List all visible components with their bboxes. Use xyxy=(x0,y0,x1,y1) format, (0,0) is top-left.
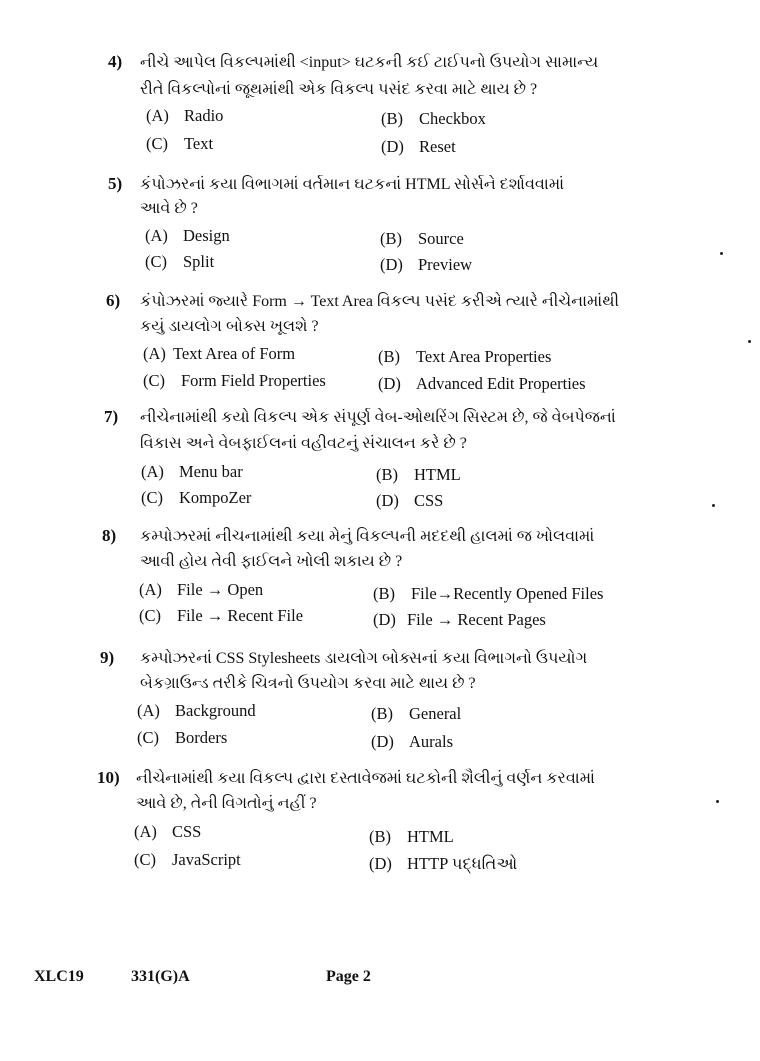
option-label: (D) xyxy=(371,732,394,751)
question-text-line: નીચેનામાંથી કયા વિકલ્પ દ્વારા દસ્તાવેજમાં ઘટકોની શૈલીનું વર્ણન કરવામાં xyxy=(136,770,595,787)
question-text-line: આવે છે ? xyxy=(140,200,198,217)
question-number: 5) xyxy=(108,174,123,193)
option-label: (B) xyxy=(369,827,391,846)
question-text-line: કમ્પોઝરમાં નીચનામાંથી કયા મેનું વિકલ્પની મદદથી હાલમાં જ ખોલવામાં xyxy=(140,528,595,545)
option-c xyxy=(146,134,213,154)
option-label: (A) xyxy=(146,106,169,125)
question-text-line: નીચે આપેલ વિકલ્પમાંથી <input> ઘટકની કઈ ટાઈપનો ઉપયોગ સામાન્ય xyxy=(140,54,599,71)
option-text: Borders xyxy=(175,728,228,747)
option-label: (B) xyxy=(380,229,402,248)
scan-speck xyxy=(716,800,719,803)
question-text-line: નીચેનામાંથી કયો વિકલ્પ એક સંપૂર્ણ વેબ-ઓથરિંગ સિસ્ટમ છે, જે વેબપેજનાં xyxy=(140,409,616,426)
option-label: (A) xyxy=(145,226,168,245)
option-label: (C) xyxy=(134,850,156,869)
option-text: File → Open xyxy=(177,580,264,599)
option-c xyxy=(141,488,251,508)
option-b xyxy=(376,465,461,485)
option-b xyxy=(373,584,603,604)
option-c xyxy=(134,850,241,870)
option-a xyxy=(137,701,256,721)
option-b xyxy=(371,704,461,724)
option-d xyxy=(381,137,456,157)
footer-exam-code: XLC19 xyxy=(34,968,84,985)
question-number: 10) xyxy=(97,768,120,787)
option-c xyxy=(143,371,326,391)
option-text: HTTP પદ્ધતિઓ xyxy=(407,854,518,873)
option-label: (C) xyxy=(141,488,163,507)
option-text: File → Recent File xyxy=(177,606,304,625)
option-label: (A) xyxy=(134,822,157,841)
option-d xyxy=(378,374,586,394)
question-number: 7) xyxy=(104,407,119,426)
option-d xyxy=(380,255,472,275)
question-text-line: આવી હોય તેવી ફાઈલને ખોલી શકાય છે ? xyxy=(140,553,403,570)
question-text-line: કમ્પોઝરનાં CSS Stylesheets ડાયલોગ બોક્સનાં કયા વિભાગનો ઉપયોગ xyxy=(140,650,588,667)
option-text: File → Recent Pages xyxy=(407,610,546,629)
option-text: Text Area Properties xyxy=(416,347,552,366)
option-label: (C) xyxy=(137,728,159,747)
option-label: (B) xyxy=(371,704,393,723)
option-label: (A) xyxy=(141,462,164,481)
option-a xyxy=(143,344,295,364)
option-a xyxy=(141,462,243,482)
scan-speck xyxy=(748,340,751,343)
option-text: Checkbox xyxy=(419,109,486,128)
option-text: Source xyxy=(418,229,464,248)
question-text-line: કંપોઝરનાં કયા વિભાગમાં વર્તમાન ઘટકનાં HTML સોર્સને દર્શાવવામાં xyxy=(140,176,565,193)
option-text: Design xyxy=(183,226,230,245)
question-text-line: કંપોઝરમાં જ્યારે Form → Text Area વિકલ્પ પસંદ કરીએ ત્યારે નીચેનામાંથી xyxy=(140,293,620,310)
option-label: (C) xyxy=(139,606,161,625)
option-label: (C) xyxy=(146,134,168,153)
option-label: (B) xyxy=(381,109,403,128)
option-text: Background xyxy=(175,701,256,720)
option-c xyxy=(145,252,214,272)
option-c xyxy=(137,728,227,748)
option-text: Preview xyxy=(418,255,473,274)
question-number: 6) xyxy=(106,291,121,310)
option-a xyxy=(139,580,263,600)
option-label: (D) xyxy=(373,610,396,629)
option-text: Split xyxy=(183,252,215,271)
option-label: (B) xyxy=(378,347,400,366)
option-text: CSS xyxy=(414,491,444,510)
option-label: (C) xyxy=(143,371,165,390)
option-text: Reset xyxy=(419,137,456,156)
option-b xyxy=(378,347,551,367)
option-text: HTML xyxy=(407,827,454,846)
option-a xyxy=(146,106,223,126)
footer-page-number: Page 2 xyxy=(326,968,371,985)
option-label: (D) xyxy=(378,374,401,393)
option-text: File→Recently Opened Files xyxy=(411,584,604,603)
option-d xyxy=(376,491,443,511)
footer-paper-code: 331(G)A xyxy=(131,968,190,985)
option-b xyxy=(381,109,486,129)
question-text-line: બેકગ્રાઉન્ડ તરીકે ચિત્રનો ઉપયોગ કરવા માટે થાય છે ? xyxy=(140,675,476,692)
option-label: (A) xyxy=(143,344,166,363)
question-text-line: રીતે વિકલ્પોનાં જૂથમાંથી એક વિકલ્પ પસંદ કરવા માટે થાય છે ? xyxy=(140,81,538,98)
option-text: Menu bar xyxy=(179,462,243,481)
question-number: 4) xyxy=(108,52,123,71)
option-text: Advanced Edit Properties xyxy=(416,374,586,393)
option-text: Text Area of Form xyxy=(173,344,296,363)
option-text: Radio xyxy=(184,106,224,125)
option-label: (D) xyxy=(369,854,392,873)
option-text: HTML xyxy=(414,465,461,484)
option-label: (B) xyxy=(376,465,398,484)
option-label: (A) xyxy=(137,701,160,720)
option-label: (D) xyxy=(380,255,403,274)
option-text: General xyxy=(409,704,462,723)
option-text: CSS xyxy=(172,822,202,841)
question-text-line: કયું ડાયલોગ બોક્સ ખૂલશે ? xyxy=(140,318,319,335)
option-b xyxy=(369,827,454,847)
option-text: KompoZer xyxy=(179,488,252,507)
option-c xyxy=(139,606,303,626)
option-label: (D) xyxy=(376,491,399,510)
scan-speck xyxy=(712,504,715,507)
option-d xyxy=(371,732,453,752)
option-label: (A) xyxy=(139,580,162,599)
option-text: Text xyxy=(184,134,214,153)
option-d xyxy=(369,854,517,874)
question-number: 8) xyxy=(102,526,117,545)
option-d xyxy=(373,610,546,630)
option-label: (D) xyxy=(381,137,404,156)
scan-speck xyxy=(720,252,723,255)
option-b xyxy=(380,229,464,249)
question-text-line: આવે છે, તેની વિગતોનું નહીં ? xyxy=(136,795,317,812)
option-text: Form Field Properties xyxy=(181,371,326,390)
option-text: JavaScript xyxy=(172,850,241,869)
option-a xyxy=(145,226,230,246)
option-a xyxy=(134,822,201,842)
option-label: (C) xyxy=(145,252,167,271)
question-number: 9) xyxy=(100,648,115,667)
question-text-line: વિકાસ અને વેબફાઈલનાં વહીવટનું સંચાલન કરે છે ? xyxy=(140,435,467,452)
option-label: (B) xyxy=(373,584,395,603)
option-text: Aurals xyxy=(409,732,453,751)
